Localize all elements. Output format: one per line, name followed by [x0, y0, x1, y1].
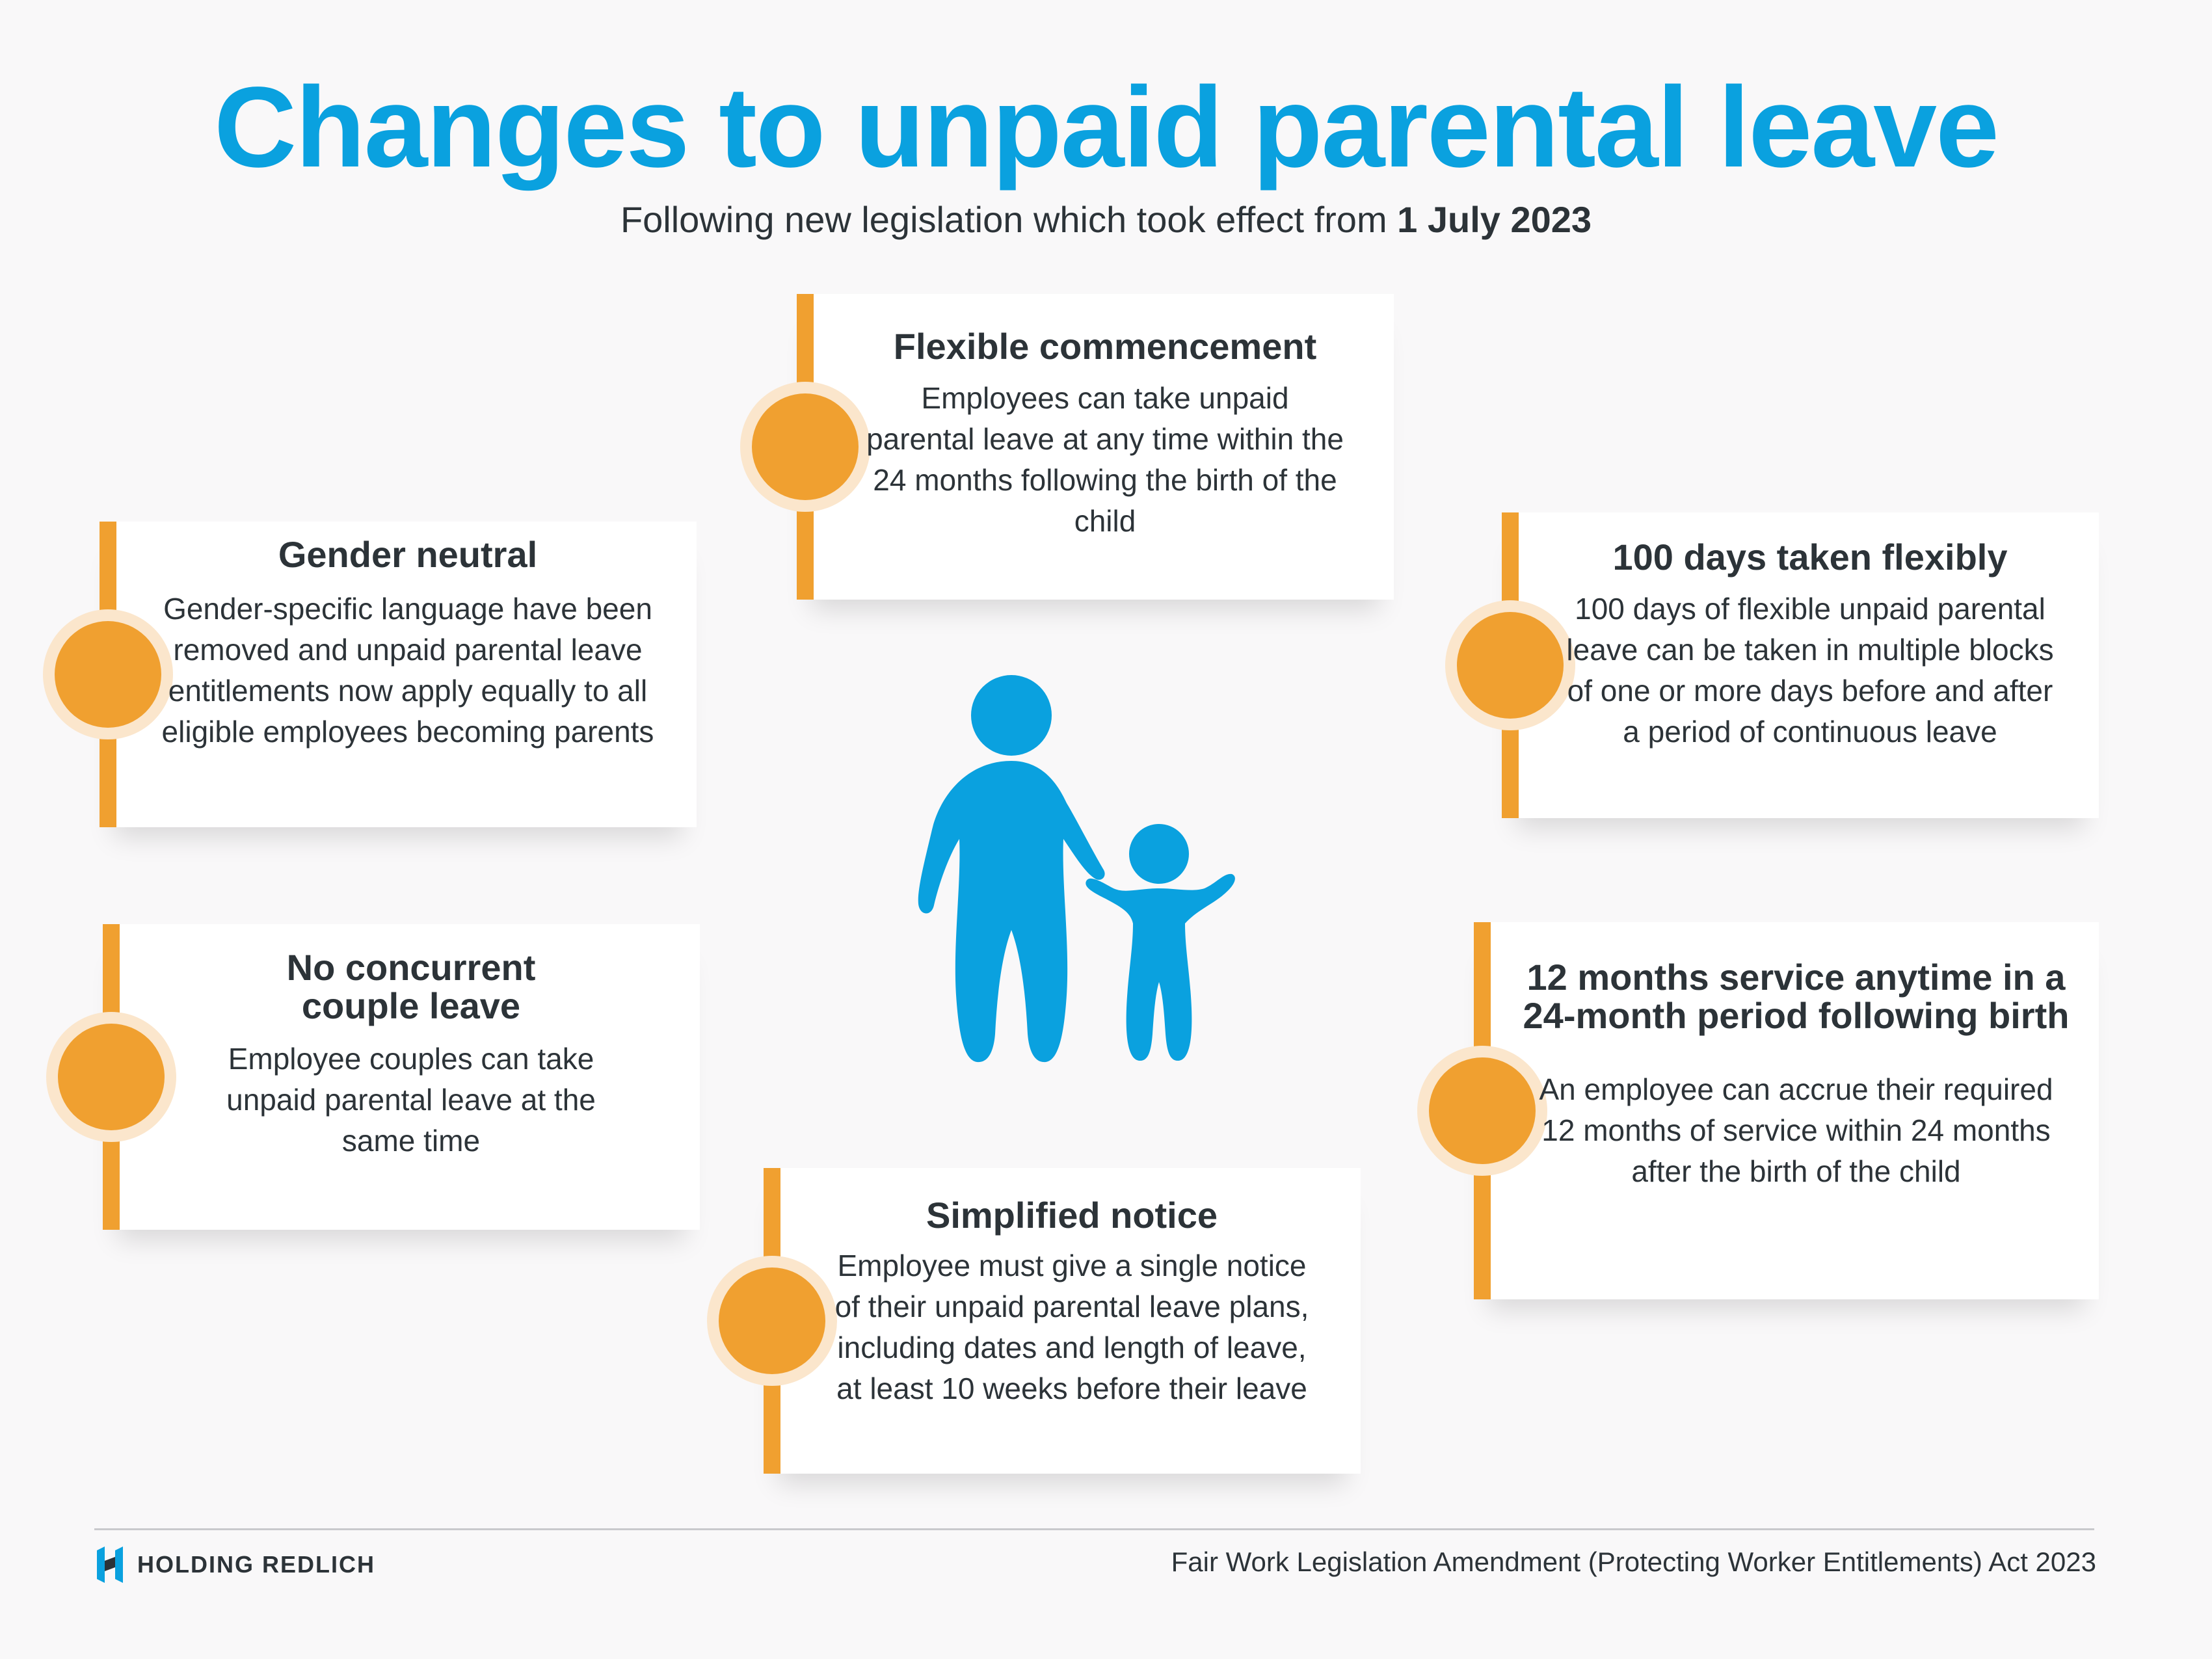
card-text: Employee must give a single notice of their unpaid parental leave plans, including dates and length of leave, at least 10 weeks before their leave	[834, 1248, 1309, 1405]
card-title: 100 days taken flexibly	[1612, 537, 2008, 577]
footer-act-name: Fair Work Legislation Amendment (Protecting Worker Entitlements) Act 2023	[1171, 1546, 2096, 1577]
card-simplified-notice	[764, 1168, 1361, 1474]
card-text: An employee can accrue their required 12 months of service within 24 months after the birth of the child	[1539, 1072, 2053, 1188]
footer-divider	[94, 1528, 2094, 1530]
page-subtitle	[0, 198, 2212, 241]
card-gender-neutral	[100, 522, 697, 827]
card-text: Employees can take unpaid parental leave at any time within the 24 months following the birth of the child	[866, 380, 1344, 538]
page-title: Changes to unpaid parental leave	[214, 64, 1998, 191]
card-text: Gender-specific language have been removed and unpaid parental leave entitlements now apply equally to all eligible employees becoming parents	[161, 591, 654, 749]
card-title: 12 months service anytime in a 24-month period following birth	[1523, 957, 2070, 1036]
subtitle-date: 1 July 2023	[1397, 199, 1592, 240]
card-flexible-commencement	[797, 294, 1394, 600]
parent-and-child-icon	[891, 670, 1242, 1073]
subtitle-text: Following new legislation which took effect from	[620, 199, 1398, 240]
card-title: Simplified notice	[926, 1195, 1218, 1236]
card-service-months	[1474, 922, 2099, 1299]
card-text: Employee couples can take unpaid parental leave at the same time	[226, 1041, 596, 1158]
holding-redlich-logo-icon	[96, 1546, 124, 1583]
card-title: Gender neutral	[278, 534, 538, 575]
card-title: Flexible commencement	[893, 326, 1317, 367]
footer-logo	[96, 1546, 375, 1583]
card-title: No concurrent couple leave	[286, 947, 536, 1026]
card-days-taken-flexibly	[1502, 512, 2099, 818]
card-text: 100 days of flexible unpaid parental leave can be taken in multiple blocks of one or more days before and after a period of continuous leave	[1566, 591, 2054, 749]
card-no-concurrent-couple-leave	[103, 924, 700, 1230]
logo-text: HOLDING REDLICH	[137, 1551, 375, 1578]
